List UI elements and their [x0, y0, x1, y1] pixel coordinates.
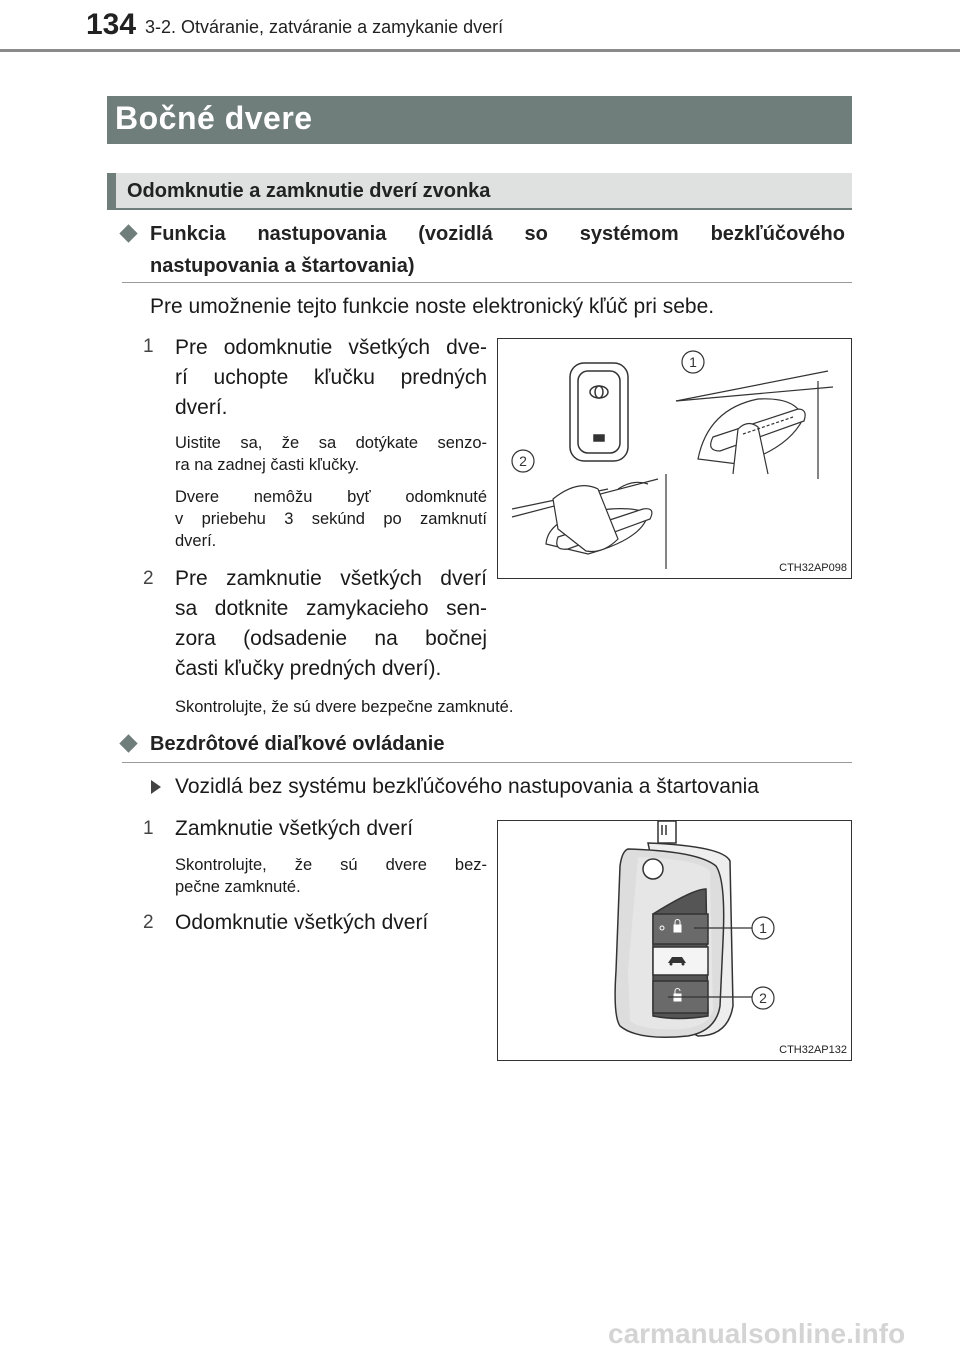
step1-note1	[175, 432, 487, 476]
note-line: Uistite sa, že sa dotýkate senzo-	[175, 434, 487, 452]
smart-key-icon	[570, 363, 628, 461]
entry-heading-line2: nastupovania a štartovania)	[150, 255, 415, 277]
remote-step2-text: Odomknutie všetkých dverí	[175, 911, 429, 934]
step1-note2	[175, 486, 487, 552]
remote-step1-text: Zamknutie všetkých dverí	[175, 817, 414, 840]
door-handle-illustration	[498, 339, 850, 577]
heading-rule	[122, 762, 852, 763]
entry-intro: Pre umožnenie tejto funkcie noste elektronický kľúč pri sebe.	[150, 295, 715, 318]
note-line: ra na zadnej časti kľučky.	[175, 456, 360, 474]
step1-line: dverí.	[175, 396, 228, 419]
note-line: dverí.	[175, 532, 217, 550]
step1-text	[175, 333, 487, 423]
section-title: Bočné dvere	[115, 100, 313, 136]
page-number: 134	[86, 8, 137, 41]
remote-subheading: Vozidlá bez systému bezkľúčového nastupovania a štartovania	[175, 775, 759, 798]
step1-line: rí uchopte kľučku predných	[175, 366, 487, 389]
note-line: pečne zamknuté.	[175, 878, 301, 896]
note-line: Skontrolujte, že sú dvere bez-	[175, 856, 487, 874]
heading-rule	[122, 282, 852, 283]
entry-heading-line1: Funkcia nastupovania (vozidlá so systémom bezkľúčového	[150, 223, 845, 245]
step-number: 2	[143, 912, 154, 933]
note-line: v priebehu 3 sekúnd po zamknutí	[175, 510, 487, 528]
diamond-bullet-icon	[119, 734, 137, 752]
remote-heading: Bezdrôtové diaľkové ovládanie	[150, 733, 445, 755]
step2-line: zora (odsadenie na bočnej	[175, 627, 487, 650]
door-handle-figure	[497, 338, 852, 579]
chapter-title: 3-2. Otváranie, zatváranie a zamykanie dverí	[145, 17, 504, 37]
watermark-text: carmanualsonline.info	[608, 1318, 906, 1349]
step2-line: Pre zamknutie všetkých dverí	[175, 567, 487, 590]
step2-note: Skontrolujte, že sú dvere bezpečne zamknuté.	[175, 698, 514, 716]
figure-code: CTH32AP132	[779, 1044, 847, 1056]
figure-callout-2: 2	[519, 453, 527, 469]
diamond-bullet-icon	[119, 224, 137, 242]
header-rule	[0, 49, 960, 52]
figure-callout-1: 1	[759, 920, 767, 936]
figure-callout-2: 2	[759, 990, 767, 1006]
step2-line: časti kľučky predných dverí).	[175, 657, 442, 680]
remote-step1-note	[175, 854, 487, 898]
step2-text	[175, 564, 487, 684]
step-number: 1	[143, 336, 154, 357]
triangle-bullet-icon	[151, 780, 161, 794]
step2-line: sa dotknite zamykacieho sen-	[175, 597, 487, 620]
figure-callout-1: 1	[689, 354, 697, 370]
step1-line: Pre odomknutie všetkých dve-	[175, 336, 487, 359]
remote-key-illustration	[498, 821, 850, 1059]
note-line: Dvere nemôžu byť odomknuté	[175, 488, 487, 506]
remote-key-figure	[497, 820, 852, 1061]
step-number: 1	[143, 818, 154, 839]
step-number: 2	[143, 568, 154, 589]
subsection-title: Odomknutie a zamknutie dverí zvonka	[127, 180, 491, 202]
figure-code: CTH32AP098	[779, 562, 847, 574]
subsection-rule	[107, 208, 852, 210]
